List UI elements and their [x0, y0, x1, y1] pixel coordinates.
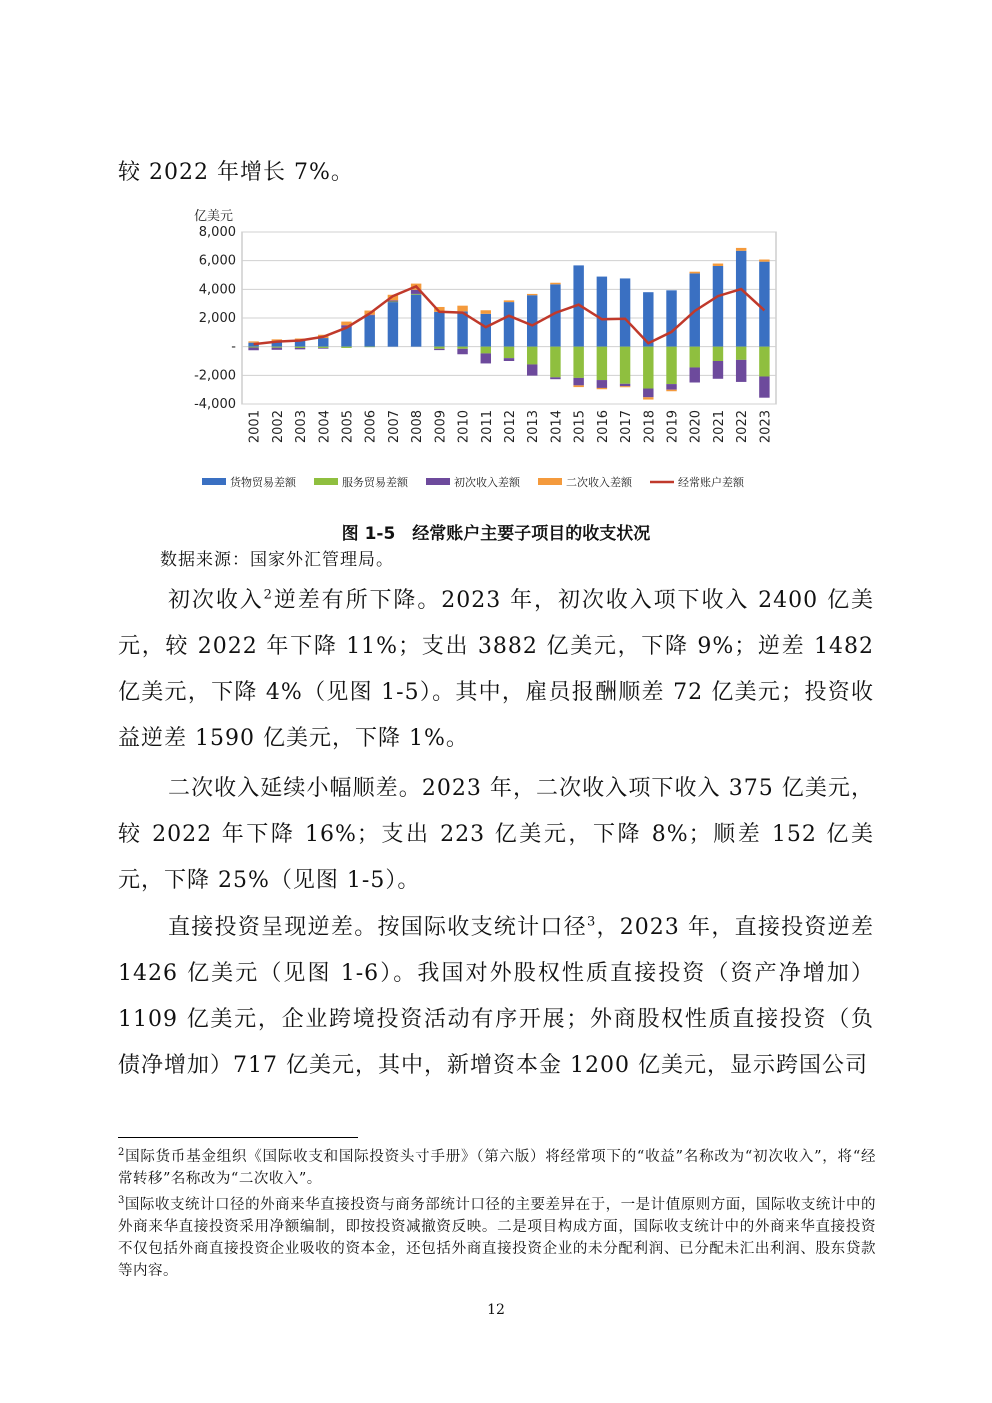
x-tick-label: 2001 — [247, 410, 263, 444]
bar-segment — [643, 389, 653, 398]
legend-label: 经常账户差额 — [678, 476, 744, 489]
intro-line: 较 2022 年增长 7%。 — [118, 160, 354, 185]
x-tick-label: 2007 — [386, 410, 402, 444]
footnote-text: 国际货币基金组织《国际收支和国际投资头寸手册》（第六版）将经常项下的“收益”名称改为“初次收入”，将“经常转移”名称改为“二次收入”。 — [118, 1149, 876, 1187]
paragraph-text: ，2023 年，直接投资逆差 1426 亿美元（见图 1-6）。我国对外股权性质直接投资（资产净增加）1109 亿美元，企业跨境投资活动有序开展；外商股权性质直接投资（负债净增加）717 亿美元，其中，新增资本金 1200 亿美元，显示跨国公司 — [118, 915, 874, 1078]
bar-segment — [248, 341, 258, 342]
footnote-2 — [118, 1146, 876, 1190]
paragraph-primary-income — [118, 578, 874, 762]
legend-label: 初次收入差额 — [454, 476, 520, 489]
bar-segment — [620, 278, 630, 346]
paragraph-lead: 直接投资呈现逆差。按国际收支统计口径 — [168, 915, 587, 940]
bar-segment — [690, 367, 700, 382]
bar-segment — [388, 300, 398, 301]
bar-segment — [759, 376, 769, 397]
bar-segment — [527, 294, 537, 295]
x-tick-label: 2012 — [503, 410, 518, 444]
bar-segment — [666, 390, 676, 392]
bar-segment — [411, 294, 421, 295]
bar-segment — [620, 384, 630, 386]
paragraph-direct-investment — [118, 905, 874, 1089]
bar-segment — [759, 260, 769, 262]
bar-segment — [318, 338, 328, 347]
footnote-ref-3[interactable]: 3 — [586, 914, 597, 930]
y-tick-label: - — [231, 339, 236, 355]
bar-segment — [481, 353, 491, 363]
bar-segment — [573, 347, 583, 378]
legend-label: 服务贸易差额 — [342, 476, 408, 489]
bar-segment — [736, 248, 746, 251]
bar-segment — [504, 300, 514, 302]
bar-segment — [527, 364, 537, 375]
legend-item — [314, 475, 409, 489]
footnote-ref-2[interactable]: 2 — [263, 587, 273, 603]
x-tick-label: 2003 — [294, 410, 310, 444]
legend-item — [650, 475, 745, 489]
figure-caption: 图 1-5 经常账户主要子项目的收支状况 — [341, 524, 651, 544]
footnote-number: 3 — [118, 1195, 125, 1207]
x-tick-label: 2021 — [711, 410, 727, 444]
x-tick-label: 2011 — [479, 410, 495, 444]
bar-segment — [481, 314, 491, 347]
bar-segment — [504, 302, 514, 347]
bar-segment — [527, 295, 537, 346]
source-note: 数据来源：国家外汇管理局。 — [160, 550, 394, 570]
bar-segment — [550, 347, 560, 378]
bar-segment — [550, 283, 560, 285]
bar-segment — [457, 347, 467, 349]
paragraph-lead: 初次收入 — [168, 588, 264, 613]
y-tick-label: 8,000 — [198, 225, 236, 240]
x-tick-label: 2002 — [270, 410, 286, 444]
footnote-divider — [118, 1137, 358, 1138]
legend-item — [202, 475, 297, 489]
page-number: 12 — [487, 1302, 505, 1318]
bar-segment — [527, 347, 537, 365]
x-tick-label: 2008 — [410, 410, 426, 444]
bar-segment — [504, 358, 514, 361]
paragraph-text: 逆差有所下降。2023 年，初次收入项下收入 2400 亿美元，较 2022 年下降 11%；支出 3882 亿美元，下降 9%；逆差 1482 亿美元，下降 4%（见图 1-5）。其中，雇员报酬顺差 72 亿美元；投资收益逆差 1590 亿美元，下降 1%。 — [118, 588, 874, 751]
y-tick-label: 6,000 — [198, 253, 236, 269]
x-tick-label: 2015 — [572, 410, 588, 444]
bar-segment — [364, 347, 374, 348]
legend-swatch — [202, 478, 226, 485]
bar-segment — [272, 348, 282, 350]
x-tick-label: 2014 — [549, 410, 565, 444]
current-account-chart — [186, 202, 786, 502]
bar-segment — [597, 347, 607, 380]
y-ticks — [194, 225, 236, 412]
legend — [202, 475, 745, 489]
bar-segment — [248, 347, 258, 348]
x-tick-label: 2010 — [456, 410, 472, 444]
chart-svg — [186, 202, 786, 502]
bar-segment — [597, 277, 607, 347]
x-tick-label: 2018 — [642, 410, 658, 444]
bar-segment — [550, 377, 560, 379]
y-tick-label: 4,000 — [198, 282, 236, 298]
legend-swatch — [314, 478, 338, 485]
legend-swatch — [538, 478, 562, 485]
bar-segment — [573, 378, 583, 385]
bar-segment — [666, 290, 676, 346]
bar-segment — [736, 347, 746, 360]
footnote-number: 2 — [118, 1147, 125, 1159]
bar-segment — [736, 360, 746, 382]
bar-segment — [597, 380, 607, 388]
bar-segment — [643, 397, 653, 399]
bar-segment — [713, 347, 723, 361]
bar-segment — [713, 266, 723, 347]
x-tick-label: 2005 — [340, 410, 356, 444]
y-axis-unit-label: 亿美元 — [194, 209, 234, 224]
bar-segment — [411, 295, 421, 347]
x-tick-label: 2009 — [433, 410, 449, 444]
bars — [248, 248, 769, 400]
bar-segment — [388, 302, 398, 303]
paragraph-text: 二次收入延续小幅顺差。2023 年，二次收入项下收入 375 亿美元，较 2022 年下降 16%；支出 223 亿美元，下降 8%；顺差 152 亿美元，下降 25%（见图 1-5）。 — [118, 776, 874, 893]
x-tick-label: 2006 — [363, 410, 379, 444]
bar-segment — [620, 386, 630, 387]
bar-segment — [713, 361, 723, 379]
paragraph-secondary-income — [118, 766, 874, 904]
bar-segment — [643, 347, 653, 389]
bar-segment — [388, 302, 398, 347]
bar-segment — [666, 347, 676, 384]
y-tick-label: -2,000 — [194, 368, 236, 384]
legend-label: 货物贸易差额 — [230, 476, 296, 489]
bar-segment — [504, 347, 514, 358]
bar-segment — [457, 311, 467, 346]
y-tick-label: -4,000 — [194, 397, 236, 412]
y-tick-label: 2,000 — [198, 311, 236, 326]
bar-segment — [434, 347, 444, 349]
bar-segment — [248, 348, 258, 351]
bar-segment — [481, 347, 491, 354]
bar-segment — [318, 348, 328, 349]
bar-segment — [434, 312, 444, 347]
bar-segment — [457, 306, 467, 312]
bar-segment — [666, 384, 676, 390]
footnote-3 — [118, 1194, 876, 1282]
bar-segment — [759, 347, 769, 377]
footnote-text: 国际收支统计口径的外商来华直接投资与商务部统计口径的主要差异在于，一是计值原则方面，国际收支统计中的外商来华直接投资采用净额编制，即按投资减撤资反映。二是项目构成方面，国际收支统计中的外商来华直接投资不仅包括外商直接投资企业吸收的资本金，还包括外商直接投资企业的未分配利润、已分配未汇出利润、股东贷款等内容。 — [118, 1197, 876, 1279]
bar-segment — [713, 264, 723, 266]
bar-segment — [481, 310, 491, 314]
bar-segment — [736, 251, 746, 347]
bar-segment — [318, 347, 328, 348]
bar-segment — [364, 315, 374, 346]
x-tick-label: 2022 — [735, 410, 751, 444]
legend-swatch — [426, 478, 450, 485]
x-tick-label: 2019 — [665, 410, 681, 444]
x-tick-label: 2020 — [688, 410, 704, 444]
bar-segment — [573, 385, 583, 387]
x-tick-label: 2004 — [317, 410, 333, 444]
bar-segment — [620, 347, 630, 384]
x-tick-label: 2016 — [595, 410, 611, 444]
x-tick-label: 2023 — [758, 410, 774, 444]
bar-segment — [434, 349, 444, 350]
x-ticks — [248, 410, 774, 443]
x-tick-label: 2013 — [526, 410, 542, 444]
bar-segment — [759, 262, 769, 347]
bar-segment — [597, 388, 607, 389]
bar-segment — [295, 348, 305, 349]
bar-segment — [341, 347, 351, 348]
legend-item — [426, 475, 521, 489]
legend-label: 二次收入差额 — [566, 476, 632, 489]
bar-segment — [295, 347, 305, 348]
bar-segment — [690, 347, 700, 368]
bar-segment — [272, 347, 282, 348]
bar-segment — [457, 349, 467, 354]
legend-item — [538, 475, 633, 489]
bar-segment — [690, 272, 700, 274]
x-tick-label: 2017 — [619, 410, 635, 444]
